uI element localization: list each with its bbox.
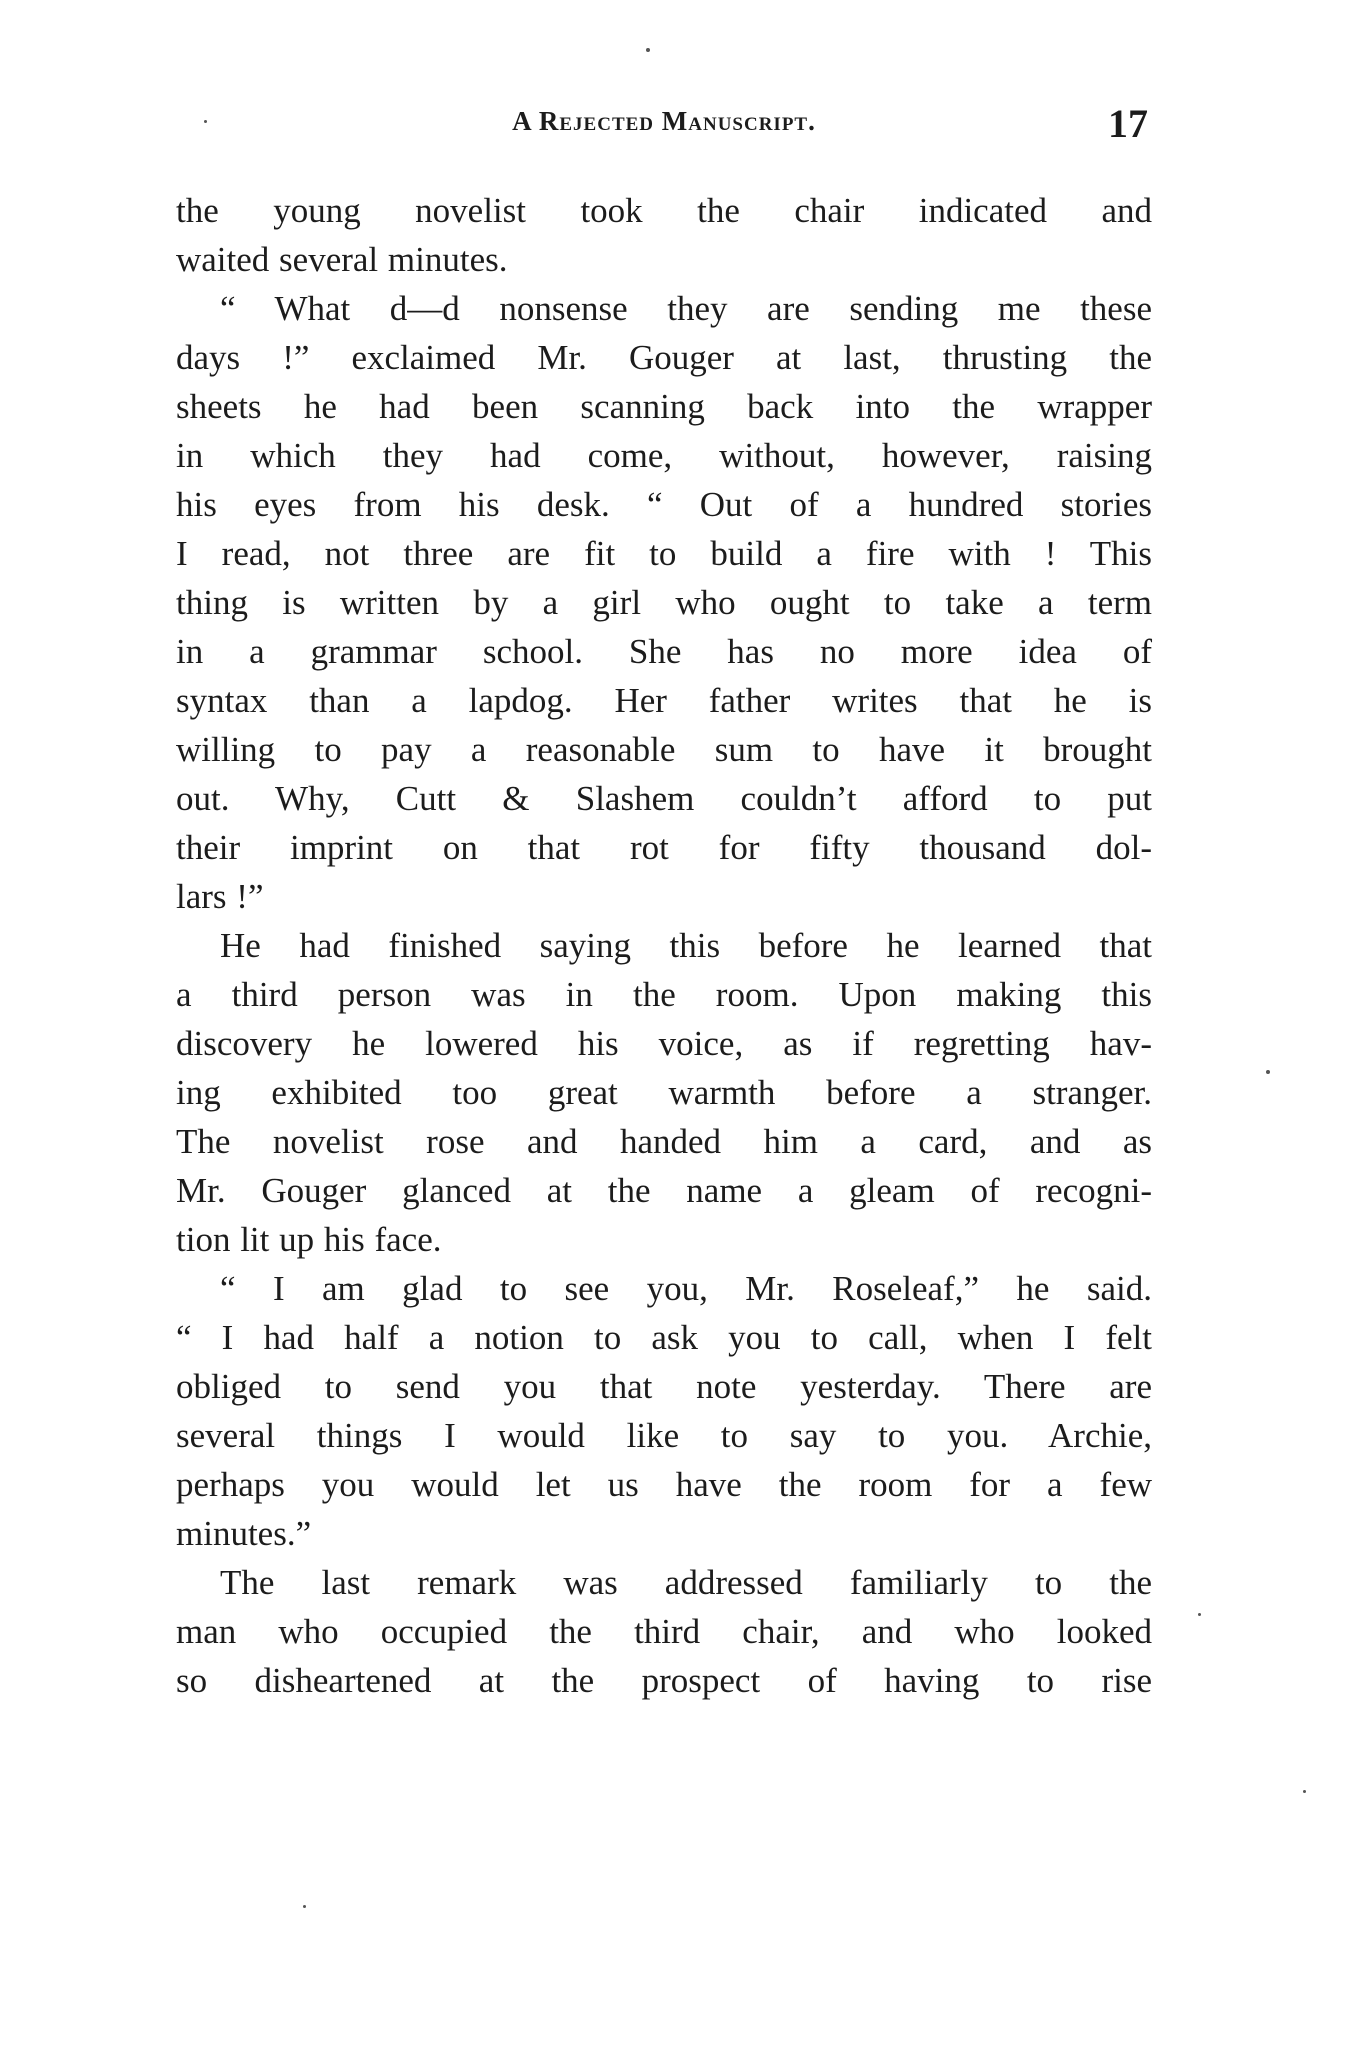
paragraph bbox=[176, 1558, 1152, 1705]
paragraph bbox=[176, 921, 1152, 1264]
scan-speck bbox=[646, 48, 650, 52]
text-line: so disheartened at the prospect of having to rise bbox=[176, 1661, 1152, 1700]
text-line: lars !” bbox=[176, 877, 264, 916]
text-line: a third person was in the room. Upon making this bbox=[176, 975, 1152, 1014]
paragraph bbox=[176, 1264, 1152, 1558]
text-line: sheets he had been scanning back into the wrapper bbox=[176, 387, 1152, 426]
scan-speck bbox=[1266, 1070, 1270, 1074]
text-line: in which they had come, without, however, raising bbox=[176, 436, 1152, 475]
text-line: willing to pay a reasonable sum to have it brought bbox=[176, 730, 1152, 769]
scan-speck bbox=[204, 120, 207, 123]
paragraph bbox=[176, 186, 1152, 284]
text-line: in a grammar school. She has no more idea of bbox=[176, 632, 1152, 671]
scan-speck bbox=[1198, 1613, 1201, 1616]
text-line: “ I am glad to see you, Mr. Roseleaf,” he said. bbox=[220, 1269, 1152, 1308]
text-line: The novelist rose and handed him a card, and as bbox=[176, 1122, 1152, 1161]
text-line: He had finished saying this before he learned that bbox=[220, 926, 1152, 965]
text-line: minutes.” bbox=[176, 1514, 312, 1553]
text-line: Mr. Gouger glanced at the name a gleam of recogni- bbox=[176, 1171, 1152, 1210]
text-line: thing is written by a girl who ought to take a term bbox=[176, 583, 1152, 622]
text-line: tion lit up his face. bbox=[176, 1220, 442, 1259]
text-line: waited several minutes. bbox=[176, 240, 508, 279]
running-head bbox=[176, 100, 1152, 150]
paragraph bbox=[176, 284, 1152, 921]
text-line: I read, not three are fit to build a fire with ! This bbox=[176, 534, 1152, 573]
body-text bbox=[176, 186, 1152, 1705]
text-line: “ What d—d nonsense they are sending me these bbox=[220, 289, 1152, 328]
text-line: syntax than a lapdog. Her father writes that he is bbox=[176, 681, 1152, 720]
text-line: The last remark was addressed familiarly to the bbox=[220, 1563, 1152, 1602]
text-line: his eyes from his desk. “ Out of a hundred stories bbox=[176, 485, 1152, 524]
page-number: 17 bbox=[1108, 101, 1148, 146]
text-line: out. Why, Cutt & Slashem couldn’t afford to put bbox=[176, 779, 1152, 818]
scan-speck bbox=[303, 1905, 306, 1908]
text-line: the young novelist took the chair indicated and bbox=[176, 191, 1152, 230]
text-line: obliged to send you that note yesterday. There are bbox=[176, 1367, 1152, 1406]
text-line: several things I would like to say to you. Archie, bbox=[176, 1416, 1152, 1455]
text-line: “ I had half a notion to ask you to call, when I felt bbox=[176, 1318, 1152, 1357]
scan-speck bbox=[1303, 1790, 1306, 1793]
running-title: A Rejected Manuscript. bbox=[512, 106, 816, 136]
text-line: their imprint on that rot for fifty thousand dol- bbox=[176, 828, 1152, 867]
text-line: ing exhibited too great warmth before a stranger. bbox=[176, 1073, 1152, 1112]
text-line: perhaps you would let us have the room for a few bbox=[176, 1465, 1152, 1504]
text-line: days !” exclaimed Mr. Gouger at last, thrusting the bbox=[176, 338, 1152, 377]
text-line: man who occupied the third chair, and who looked bbox=[176, 1612, 1152, 1651]
text-line: discovery he lowered his voice, as if regretting hav- bbox=[176, 1024, 1152, 1063]
